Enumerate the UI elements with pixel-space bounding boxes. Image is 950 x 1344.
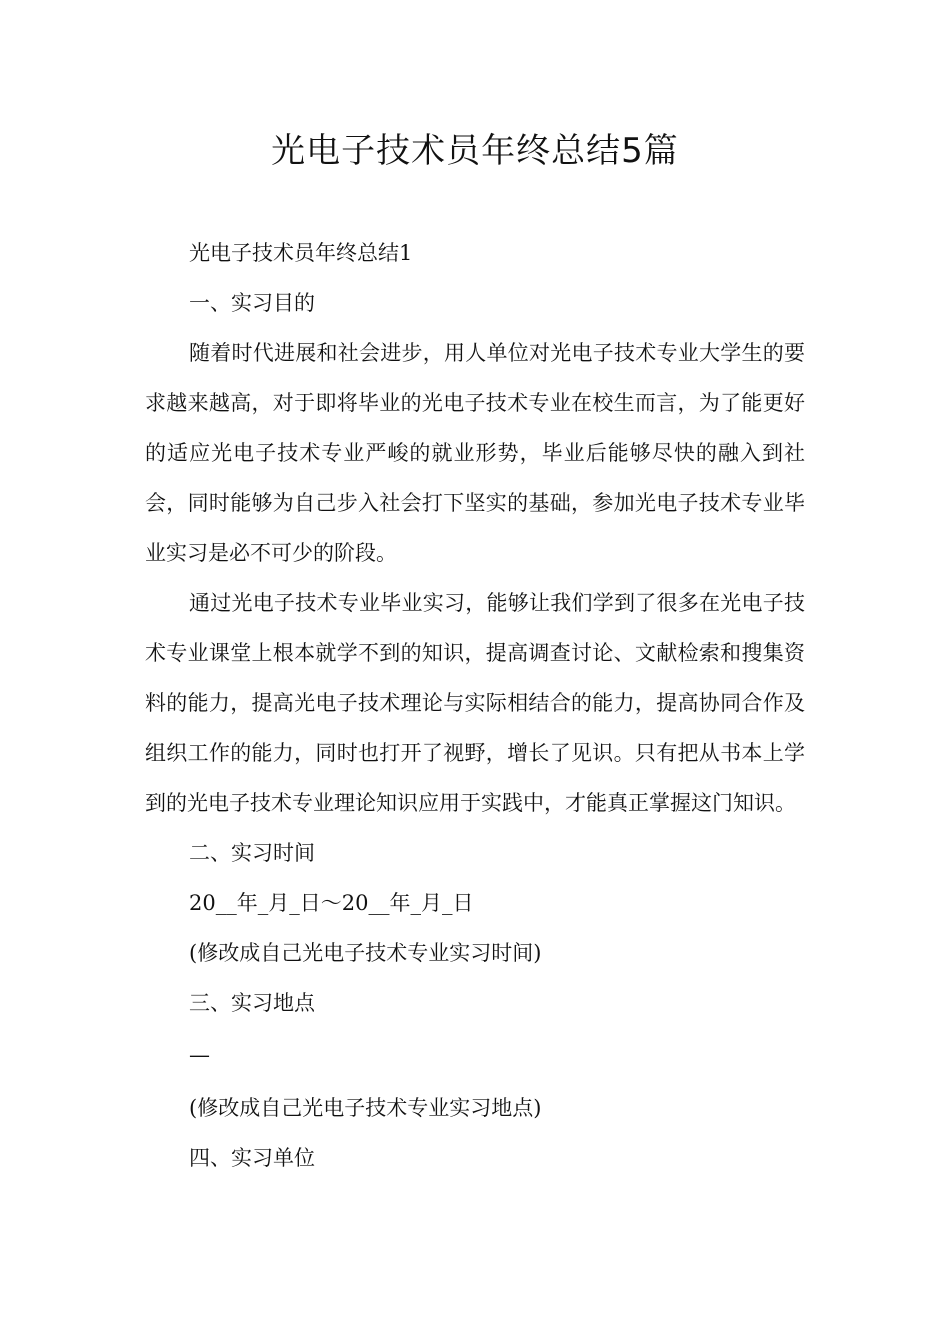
section-heading-purpose: 一、实习目的 xyxy=(189,291,315,315)
section-heading-time: 二、实习时间 xyxy=(189,841,315,865)
location-value: — xyxy=(189,1043,210,1067)
paragraph-purpose: 随着时代进展和社会进步，用人单位对光电子技术专业大学生的要求越来越高，对于即将毕业的光电子技术专业在校生而言，为了能更好的适应光电子技术专业严峻的就业形势，毕业后能够尽快的融入到社会，同时能够为自己步入社会打下坚实的基础，参加光电子技术专业毕业实习是必不可少的阶段。 xyxy=(145,341,805,565)
article-subtitle: 光电子技术员年终总结1 xyxy=(189,241,413,265)
location-note: (修改成自己光电子技术专业实习地点) xyxy=(189,1096,542,1120)
section-heading-location: 三、实习地点 xyxy=(189,991,315,1015)
paragraph-benefits: 通过光电子技术专业毕业实习，能够让我们学到了很多在光电子技术专业课堂上根本就学不到的知识，提高调查讨论、文献检索和搜集资料的能力，提高光电子技术理论与实际相结合的能力，提高协同合作及组织工作的能力，同时也打开了视野，增长了见识。只有把从书本上学到的光电子技术专业理论知识应用于实践中，才能真正掌握这门知识。 xyxy=(145,591,805,815)
document-body xyxy=(145,228,805,1183)
document-title: 光电子技术员年终总结5篇 xyxy=(271,131,679,171)
time-note: (修改成自己光电子技术专业实习时间) xyxy=(189,941,542,965)
section-heading-unit: 四、实习单位 xyxy=(189,1146,315,1170)
date-range: 20__年_月_日～20__年_月_日 xyxy=(189,891,474,915)
